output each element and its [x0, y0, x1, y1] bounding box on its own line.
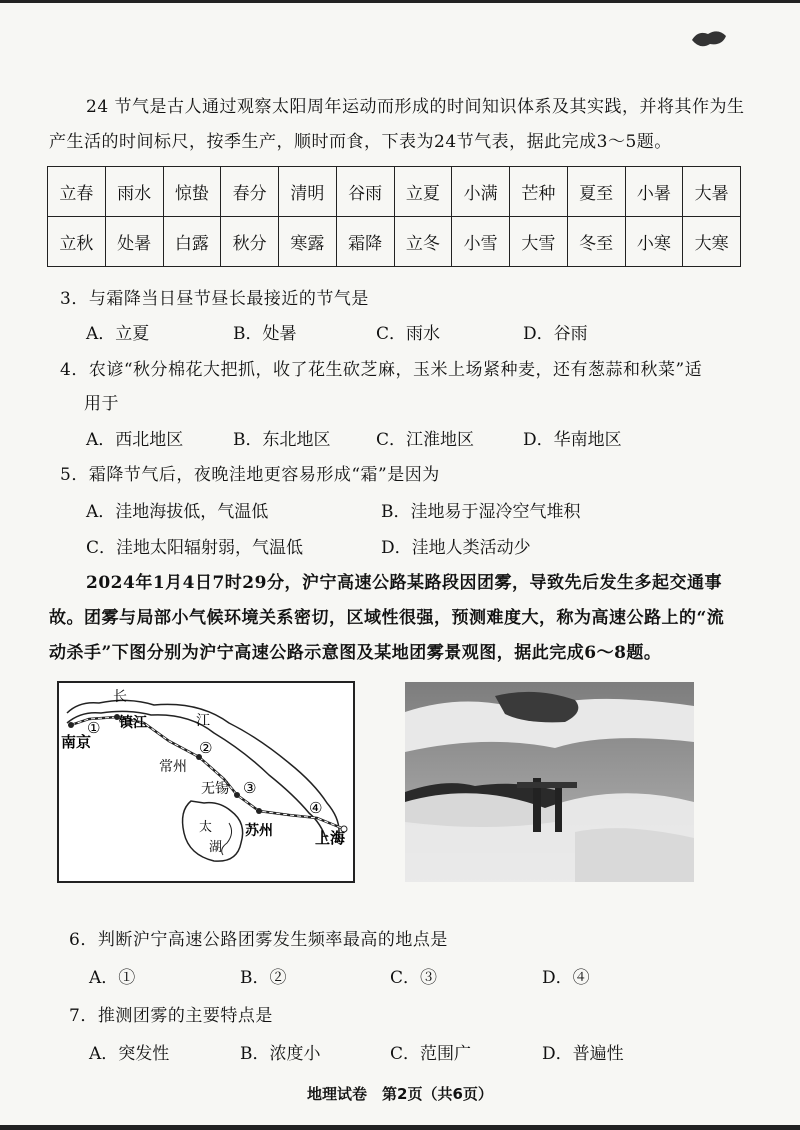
q5-option-c[interactable]: C．洼地太阳辐射弱，气温低	[86, 538, 304, 558]
table-cell: 雨水	[105, 167, 163, 217]
q3-option-d[interactable]: D．谷雨	[523, 324, 588, 344]
table-cell: 小满	[452, 167, 510, 217]
q5-stem: 5．霜降节气后，夜晚洼地更容易形成“霜”是因为	[60, 465, 440, 485]
q7-option-a[interactable]: A．突发性	[89, 1044, 170, 1064]
q3-option-b[interactable]: B．处暑	[233, 324, 297, 344]
q5-option-d[interactable]: D．洼地人类活动少	[381, 538, 531, 558]
q6-option-a[interactable]: A．①	[89, 968, 136, 988]
q5-option-b[interactable]: B．洼地易于湿冷空气堆积	[381, 502, 581, 522]
table-cell: 冬至	[567, 217, 625, 267]
table-cell: 大寒	[683, 217, 741, 267]
map-drawing	[59, 683, 353, 881]
table-cell: 清明	[279, 167, 337, 217]
map-marker-3: ③	[243, 779, 257, 797]
corner-stamp-mark	[688, 26, 730, 52]
map-label-jiang: 江	[196, 713, 210, 729]
table-cell: 大雪	[510, 217, 568, 267]
map-label-nanjing: 南京	[61, 733, 92, 751]
q7-option-c[interactable]: C．范围广	[390, 1044, 472, 1064]
top-edge	[0, 0, 800, 3]
map-marker-4: ④	[309, 799, 323, 817]
table-row	[48, 217, 741, 267]
q3-option-c[interactable]: C．雨水	[376, 324, 441, 344]
q4-stem-line1: 4．农谚“秋分棉花大把抓，收了花生砍芝麻，玉米上场紧种麦，还有葱蒜和秋菜”适	[60, 360, 703, 380]
q7-option-b[interactable]: B．浓度小	[240, 1044, 321, 1064]
table-cell: 谷雨	[336, 167, 394, 217]
map-label-chang: 长	[113, 689, 127, 705]
suzhou-dot	[256, 808, 262, 814]
nanjing-dot	[68, 722, 74, 728]
table-row	[48, 167, 741, 217]
q6-option-d[interactable]: D．④	[542, 968, 590, 988]
table-cell: 立春	[48, 167, 106, 217]
q4-option-d[interactable]: D．华南地区	[523, 430, 622, 450]
map-label-suzhou: 苏州	[245, 823, 273, 839]
intro2-line3: 动杀手”下图分别为沪宁高速公路示意图及某地团雾景观图，据此完成6～8题。	[49, 643, 662, 663]
table-cell: 惊蛰	[163, 167, 221, 217]
bottom-edge	[0, 1125, 800, 1130]
page-footer: 地理试卷 第2页（共6页）	[307, 1085, 493, 1103]
table-cell: 处暑	[105, 217, 163, 267]
table-cell: 寒露	[279, 217, 337, 267]
intro2-line2: 故。团雾与局部小气候环境关系密切，区域性很强，预测难度大，称为高速公路上的“流	[49, 608, 725, 628]
q4-option-c[interactable]: C．江淮地区	[376, 430, 475, 450]
map-label-tai: 太	[199, 820, 213, 835]
table-cell: 秋分	[221, 217, 279, 267]
table-cell: 大暑	[683, 167, 741, 217]
table-cell: 小暑	[625, 167, 683, 217]
table-cell: 霜降	[336, 217, 394, 267]
q7-stem: 7．推测团雾的主要特点是	[69, 1006, 273, 1026]
table-cell: 白露	[163, 217, 221, 267]
table-cell: 芒种	[510, 167, 568, 217]
fog-landscape-photo	[405, 682, 694, 882]
solar-terms-table	[47, 166, 741, 267]
table-cell: 立冬	[394, 217, 452, 267]
map-marker-2: ②	[199, 739, 213, 757]
q4-stem-line2: 用于	[84, 394, 119, 414]
table-cell: 立秋	[48, 217, 106, 267]
map-label-wuxi: 无锡	[201, 781, 229, 797]
wuxi-dot	[234, 792, 240, 798]
map-label-zhenjiang: 镇江	[119, 715, 147, 731]
table-cell: 春分	[221, 167, 279, 217]
table-cell: 夏至	[567, 167, 625, 217]
intro1-line2: 产生活的时间标尺，按季生产，顺时而食，下表为24节气表，据此完成3～5题。	[49, 132, 672, 152]
q7-option-d[interactable]: D．普遍性	[542, 1044, 624, 1064]
expressway-map	[57, 681, 355, 883]
q3-stem: 3．与霜降当日昼节昼长最接近的节气是	[60, 289, 369, 309]
fog-photo-drawing	[405, 682, 694, 882]
map-label-changzhou: 常州	[159, 759, 187, 775]
intro1-line1: 24 节气是古人通过观察太阳周年运动而形成的时间知识体系及其实践，并将其作为生	[86, 97, 745, 117]
map-label-shanghai: 上海	[315, 829, 346, 847]
map-marker-1: ①	[87, 719, 101, 737]
q6-stem: 6．判断沪宁高速公路团雾发生频率最高的地点是	[69, 930, 448, 950]
table-cell: 小寒	[625, 217, 683, 267]
q6-option-c[interactable]: C．③	[390, 968, 438, 988]
intro2-line1: 2024年1月4日7时29分，沪宁高速公路某路段因团雾，导致先后发生多起交通事	[86, 573, 722, 593]
q3-option-a[interactable]: A．立夏	[86, 324, 150, 344]
q6-option-b[interactable]: B．②	[240, 968, 287, 988]
q5-option-a[interactable]: A．洼地海拔低，气温低	[86, 502, 269, 522]
map-label-hu: 湖	[209, 840, 223, 855]
table-cell: 小雪	[452, 217, 510, 267]
q4-option-a[interactable]: A．西北地区	[86, 430, 184, 450]
table-cell: 立夏	[394, 167, 452, 217]
q4-option-b[interactable]: B．东北地区	[233, 430, 331, 450]
